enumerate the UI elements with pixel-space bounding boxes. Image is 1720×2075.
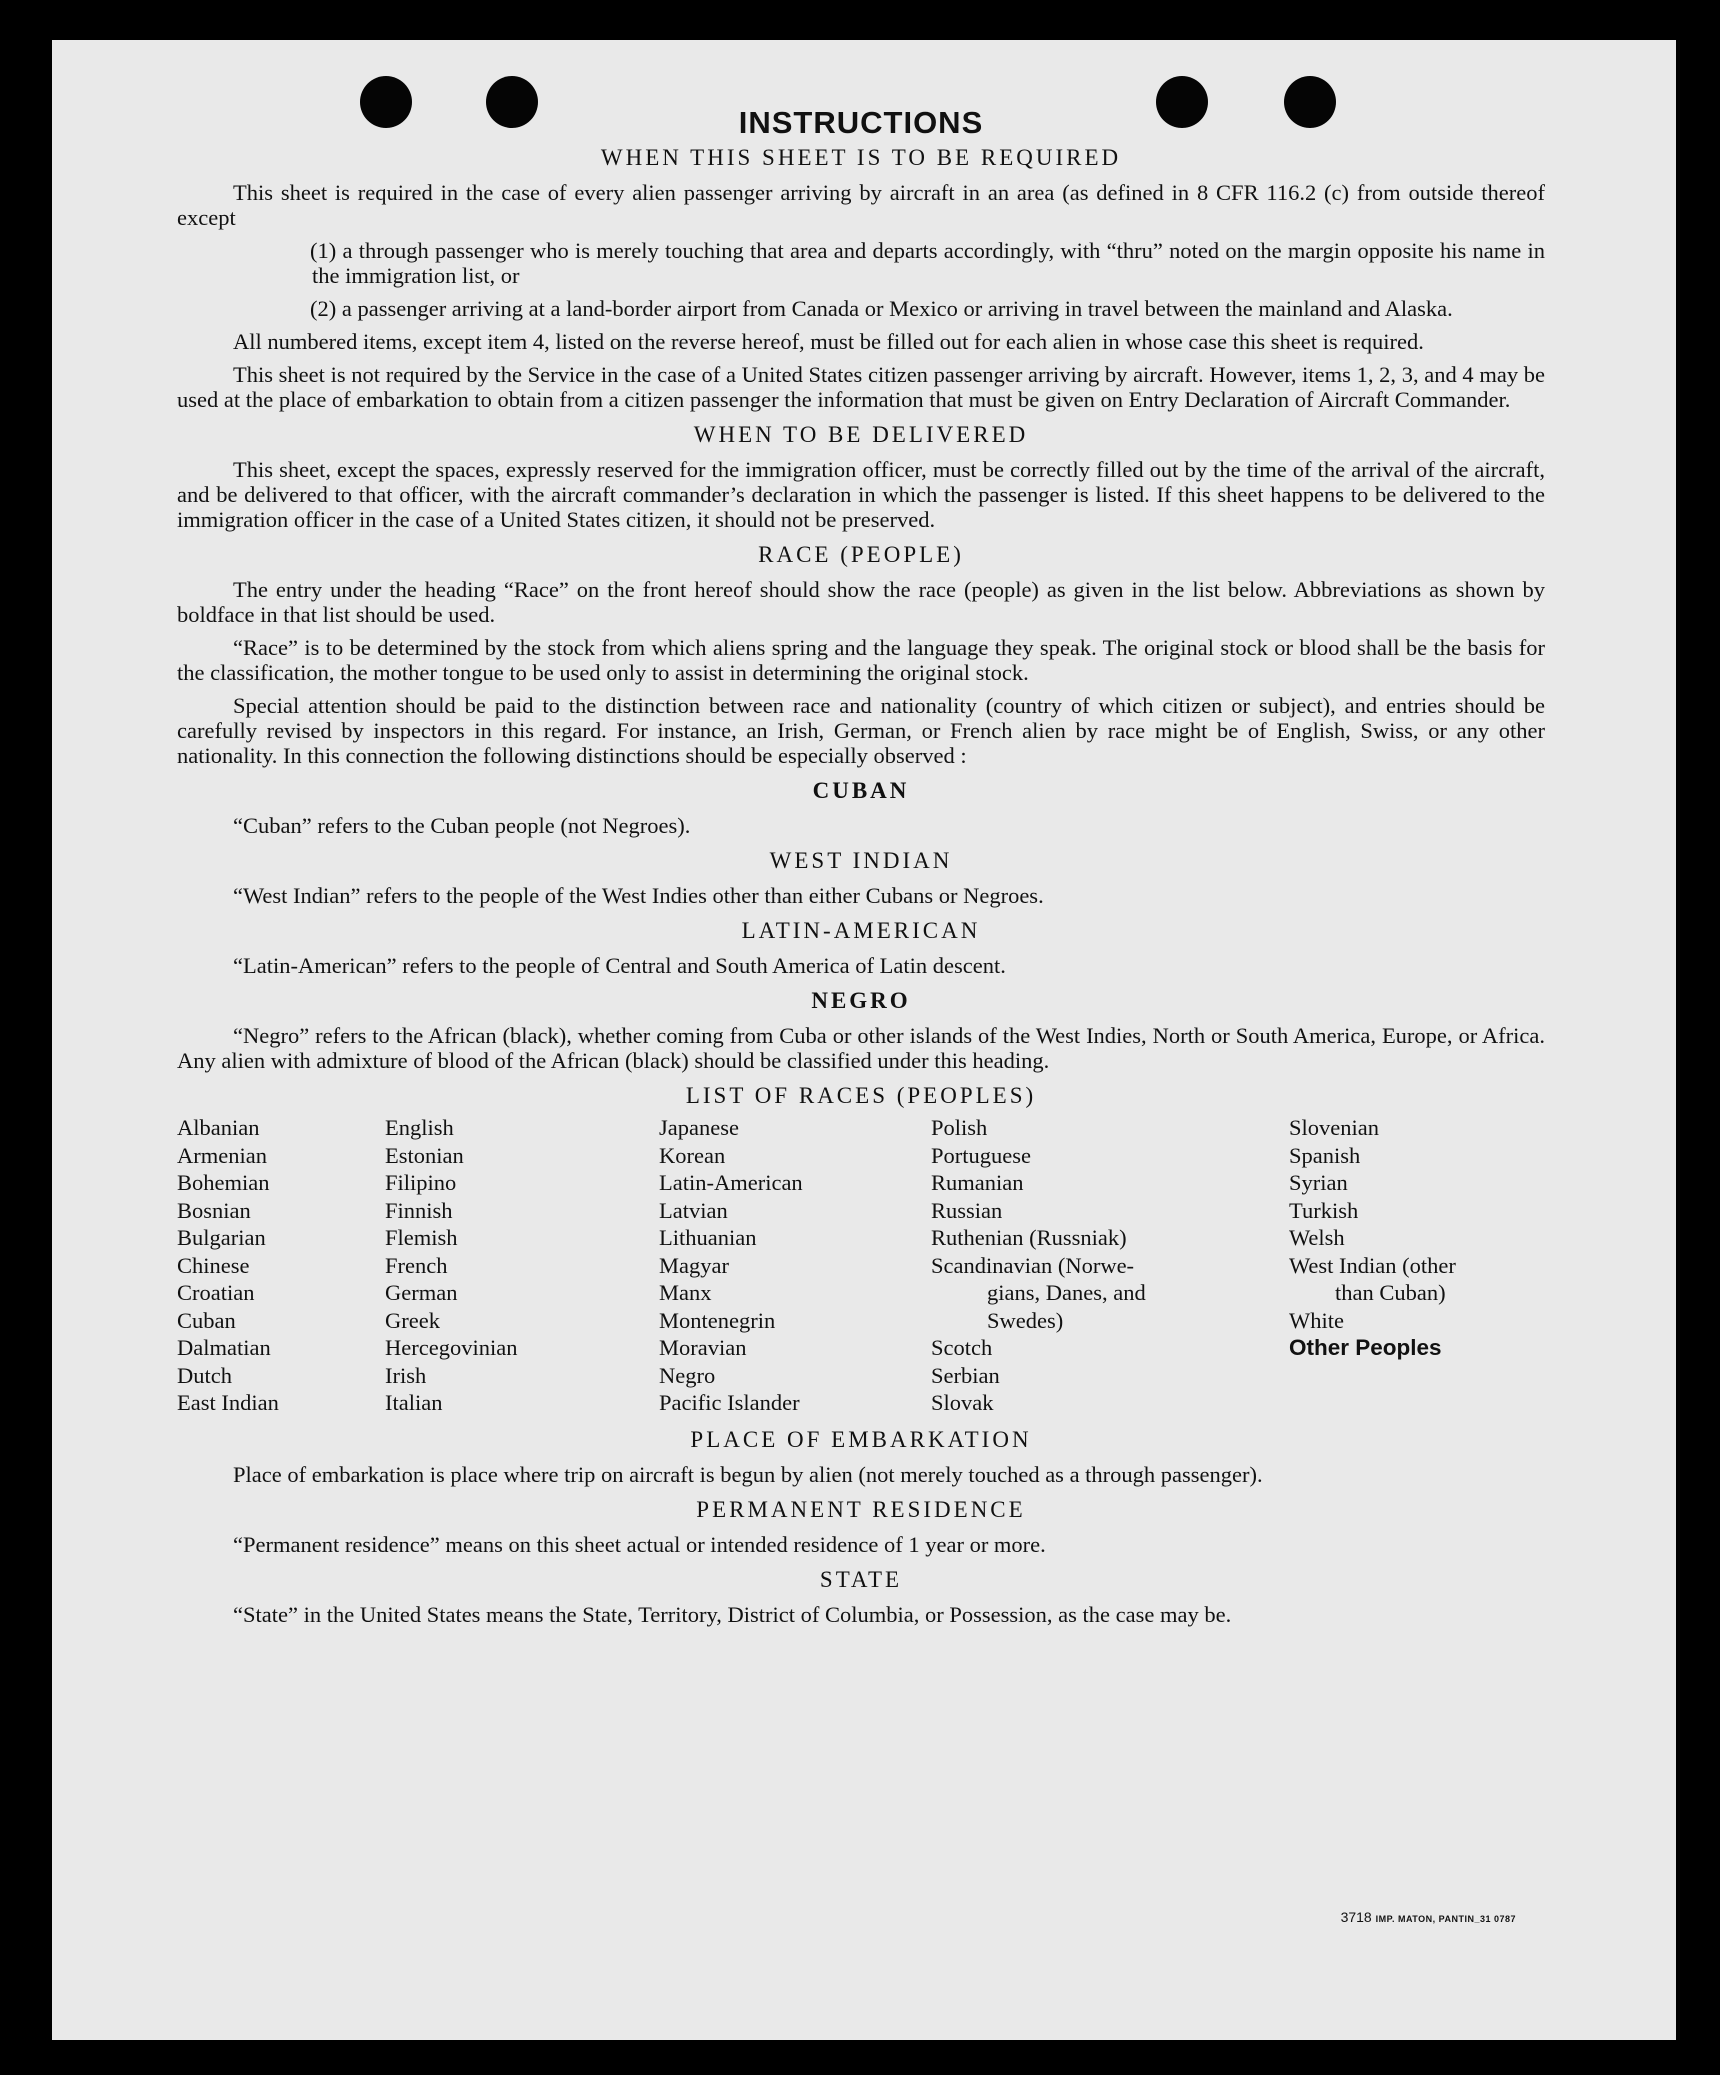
race-item: gians, Danes, and	[987, 1280, 1146, 1305]
heading-embarkation: PLACE OF EMBARKATION	[690, 1426, 1032, 1452]
race-item: Rumanian	[931, 1170, 1024, 1195]
heading-latin-american: LATIN-AMERICAN	[741, 918, 981, 943]
heading-list-of-races: LIST OF RACES (PEOPLES)	[685, 1083, 1037, 1108]
race-item: Slovenian	[1289, 1115, 1379, 1140]
exception-item-1: (1) a through passenger who is merely touching that area and departs accordingly, with “thru” noted on the margin opposite his name in the immigration list, or	[310, 238, 1545, 288]
exception-item-2: (2) a passenger arriving at a land-border airport from Canada or Mexico or arriving in travel between the mainland and Alaska.	[310, 296, 1453, 321]
race-item: Latvian	[659, 1197, 728, 1223]
para-citizen: This sheet is not required by the Service in the case of a United States citizen passenger arriving by aircraft. However, items 1, 2, 3, and 4 may be used at the place of embarkation to obtain from a citizen passenger the information that must be given on Entry Declaration of Aircraft Commander.	[177, 362, 1545, 412]
race-item: Filipino	[385, 1170, 457, 1195]
para-negro: “Negro” refers to the African (black), whether coming from Cuba or other islands of the West Indies, North or South America, Europe, or Africa. Any alien with admixture of blood of the African (black) should be classified under this heading.	[177, 1023, 1545, 1073]
instructions-body	[177, 105, 1545, 1635]
race-item: Russian	[931, 1197, 1003, 1223]
para-permanent-residence: “Permanent residence” means on this sheet actual or intended residence of 1 year or more.	[233, 1531, 1046, 1557]
heading-state: STATE	[819, 1566, 903, 1592]
race-item: Scandinavian (Norwe-	[931, 1252, 1135, 1278]
heading-race: RACE (PEOPLE)	[758, 542, 964, 567]
race-item: Negro	[659, 1362, 716, 1388]
race-item: Finnish	[385, 1197, 453, 1223]
race-item: Croatian	[177, 1280, 255, 1305]
race-item-other-peoples: Other Peoples	[1289, 1335, 1442, 1360]
race-item: Welsh	[1289, 1225, 1345, 1250]
printer-name: IMP. MATON, PANTIN_31 0787	[1375, 1914, 1516, 1924]
heading-permanent-residence: PERMANENT RESIDENCE	[696, 1496, 1026, 1522]
race-item: Albanian	[177, 1115, 260, 1140]
para-race-2: “Race” is to be determined by the stock from which aliens spring and the language they speak. The original stock or blood shall be the basis for the classification, the mother tongue to be used only to assist in determining the original stock.	[177, 635, 1545, 685]
race-column-3	[659, 1114, 931, 1417]
race-item: Bosnian	[177, 1197, 251, 1223]
race-item: Chinese	[177, 1252, 250, 1278]
race-item: than Cuban)	[1335, 1280, 1446, 1305]
para-state: “State” in the United States means the State, Territory, District of Columbia, or Possession, as the case may be.	[233, 1601, 1232, 1627]
race-item: Italian	[385, 1390, 443, 1415]
heading-cuban: CUBAN	[812, 778, 910, 803]
para-cuban: “Cuban” refers to the Cuban people (not Negroes).	[233, 813, 691, 838]
race-item: Bohemian	[177, 1170, 270, 1195]
race-item: Moravian	[659, 1335, 747, 1360]
race-item: German	[385, 1280, 458, 1305]
race-item: English	[385, 1115, 454, 1140]
race-item: Japanese	[659, 1115, 739, 1140]
page-title: INSTRUCTIONS	[738, 105, 984, 140]
race-item: Syrian	[1289, 1170, 1348, 1195]
race-item: Korean	[659, 1142, 726, 1168]
para-latin-american: “Latin-American” refers to the people of Central and South America of Latin descent.	[233, 953, 1006, 978]
heading-negro: NEGRO	[811, 988, 911, 1013]
race-column-1	[177, 1114, 385, 1417]
race-item: Montenegrin	[659, 1307, 776, 1333]
form-number: 3718	[1340, 1909, 1372, 1925]
race-column-5	[1289, 1114, 1545, 1417]
race-item: Greek	[385, 1307, 440, 1333]
race-item: White	[1289, 1307, 1344, 1333]
race-item: Latin-American	[659, 1170, 803, 1195]
para-numbered-items: All numbered items, except item 4, listed on the reverse hereof, must be filled out for each alien in whose case this sheet is required.	[233, 329, 1424, 354]
race-item: Estonian	[385, 1142, 464, 1168]
race-item: Flemish	[385, 1225, 458, 1250]
para-west-indian: “West Indian” refers to the people of the West Indies other than either Cubans or Negroes.	[233, 883, 1044, 908]
race-item: Slovak	[931, 1390, 994, 1415]
race-column-4	[931, 1114, 1289, 1417]
race-item: Portuguese	[931, 1142, 1031, 1168]
document-sheet	[52, 40, 1676, 2040]
race-item: Polish	[931, 1115, 988, 1140]
race-item: Magyar	[659, 1252, 729, 1278]
heading-west-indian: WEST INDIAN	[769, 848, 953, 873]
race-item: Armenian	[177, 1142, 267, 1168]
para-required: This sheet is required in the case of every alien passenger arriving by aircraft in an area (as defined in 8 CFR 116.2 (c) from outside thereof except	[177, 180, 1545, 230]
race-item: Hercegovinian	[385, 1335, 518, 1360]
race-item: Turkish	[1289, 1197, 1359, 1223]
printer-imprint	[1341, 1909, 1516, 1925]
race-item: West Indian (other	[1289, 1252, 1456, 1278]
race-item: Manx	[659, 1280, 712, 1305]
race-item: Swedes)	[987, 1307, 1064, 1333]
race-item: Lithuanian	[659, 1225, 757, 1250]
race-item: Serbian	[931, 1362, 1000, 1388]
para-embarkation: Place of embarkation is place where trip on aircraft is begun by alien (not merely touched as a through passenger).	[233, 1461, 1263, 1487]
para-race-1: The entry under the heading “Race” on the front hereof should show the race (people) as given in the list below. Abbreviations as shown by boldface in that list should be used.	[177, 577, 1545, 627]
race-item: Pacific Islander	[659, 1390, 800, 1415]
race-item: Dutch	[177, 1362, 232, 1388]
race-item: French	[385, 1252, 448, 1278]
race-item: Dalmatian	[177, 1335, 271, 1360]
race-item: Scotch	[931, 1335, 993, 1360]
race-list	[177, 1114, 1545, 1417]
para-delivered: This sheet, except the spaces, expressly reserved for the immigration officer, must be correctly filled out by the time of the arrival of the aircraft, and be delivered to that officer, with the aircraft commander’s declaration in which the passenger is listed. If this sheet happens to be delivered to the immigration officer in the case of a United States citizen, it should not be preserved.	[177, 457, 1545, 532]
para-race-3: Special attention should be paid to the distinction between race and nationality (country of which citizen or subject), and entries should be carefully revised by inspectors in this regard. For instance, an Irish, German, or French alien by race might be of English, Swiss, or any other nationality. In this connection the following distinctions should be especially observed :	[177, 693, 1545, 768]
race-item: Spanish	[1289, 1142, 1361, 1168]
race-column-2	[385, 1114, 659, 1417]
race-item: Cuban	[177, 1307, 236, 1333]
race-item: Bulgarian	[177, 1225, 266, 1250]
heading-delivered: WHEN TO BE DELIVERED	[693, 422, 1029, 447]
heading-required: WHEN THIS SHEET IS TO BE REQUIRED	[600, 145, 1122, 170]
race-item: East Indian	[177, 1390, 279, 1415]
race-item: Irish	[385, 1362, 427, 1388]
race-item: Ruthenian (Russniak)	[931, 1225, 1127, 1250]
